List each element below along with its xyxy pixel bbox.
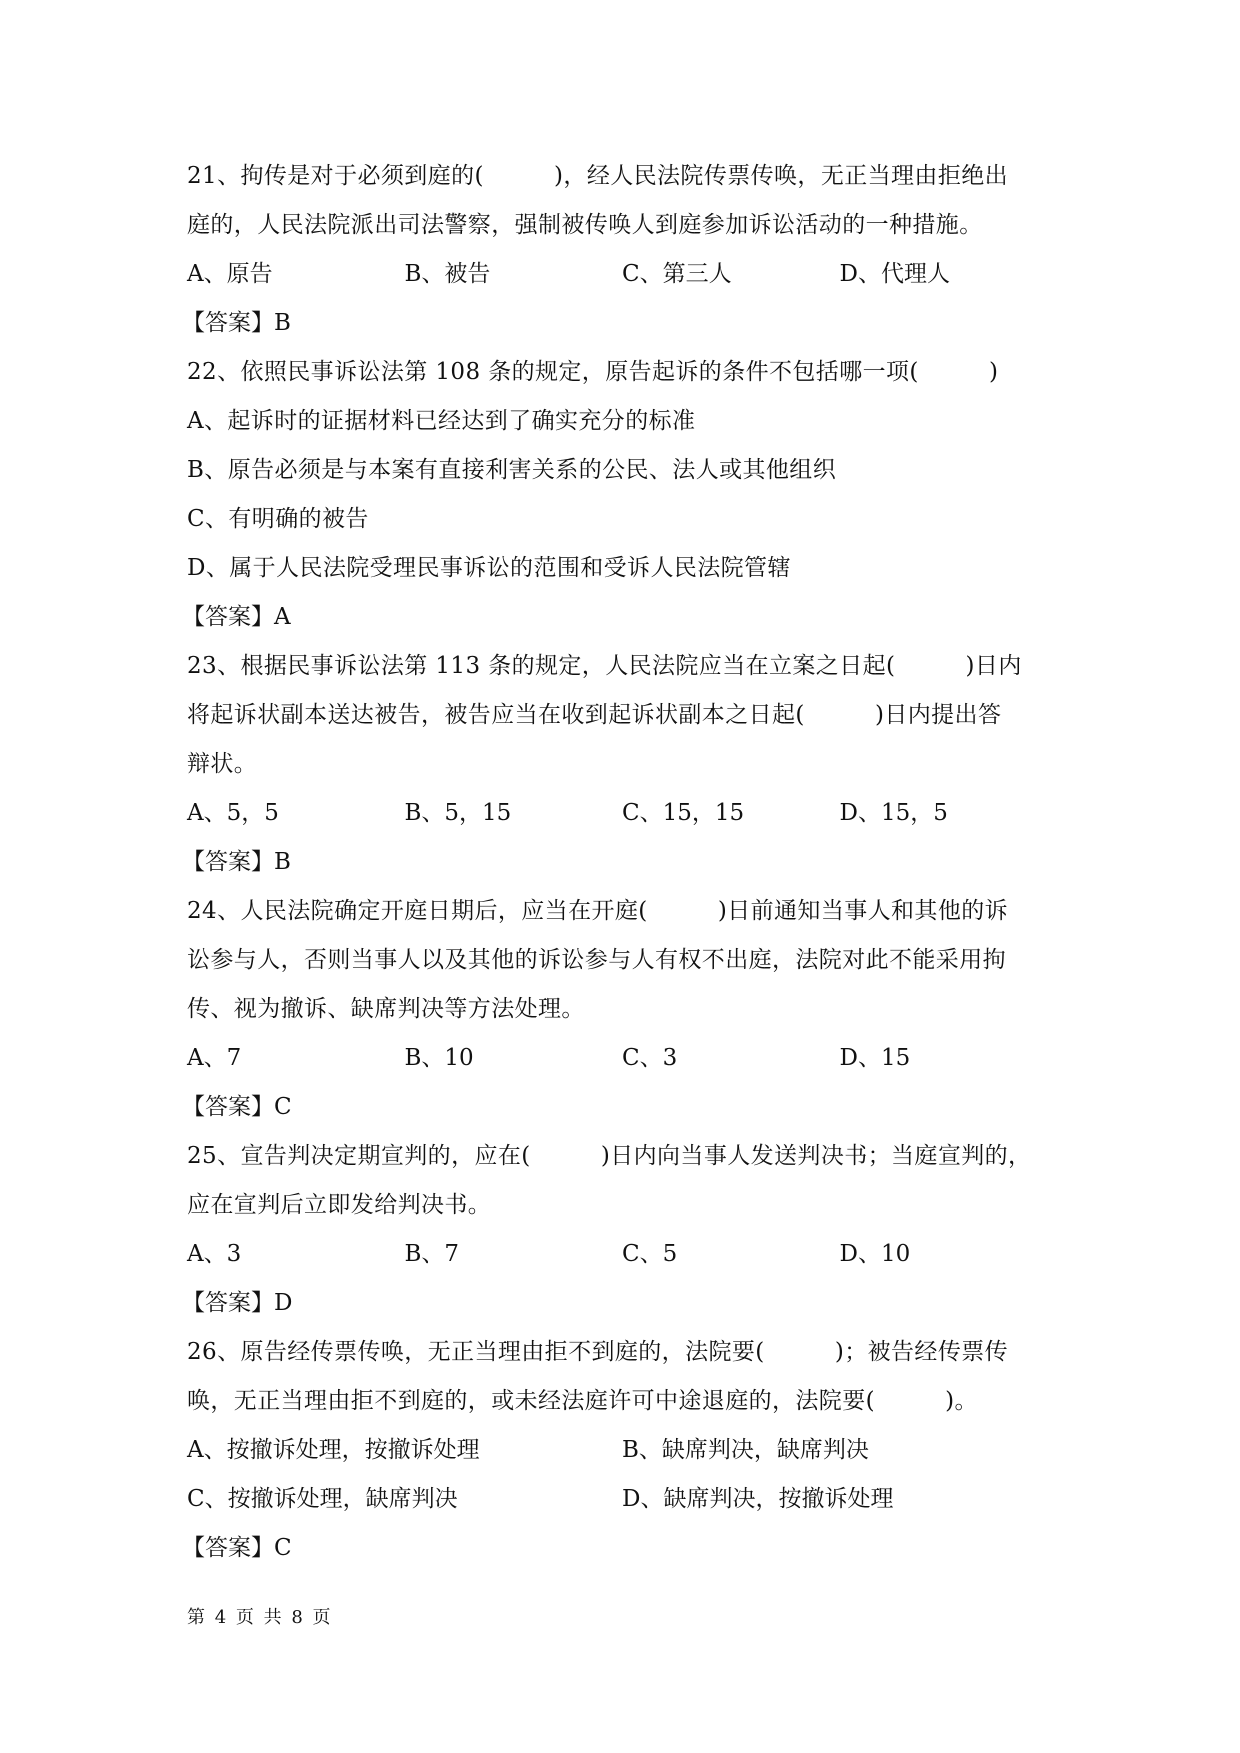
question-text-line: 将起诉状副本送达被告，被告应当在收到起诉状副本之日起( )日内提出答 xyxy=(187,702,1002,728)
option-b: B、7 xyxy=(404,1241,460,1267)
question-text-line: 26、原告经传票传唤，无正当理由拒不到庭的，法院要( )；被告经传票传 xyxy=(187,1339,1009,1365)
options-row xyxy=(187,789,1057,838)
question-text-line: 讼参与人，否则当事人以及其他的诉讼参与人有权不出庭，法院对此不能采用拘 xyxy=(187,947,1006,973)
question-25 xyxy=(182,1132,1057,1328)
question-text-line: 唤，无正当理由拒不到庭的，或未经法庭许可中途退庭的，法院要( )。 xyxy=(187,1388,978,1414)
question-24 xyxy=(182,887,1057,1132)
question-text-line: 23、根据民事诉讼法第 113 条的规定，人民法院应当在立案之日起( )日内 xyxy=(187,653,1022,679)
option-c: C、有明确的被告 xyxy=(187,506,369,532)
option-a: A、起诉时的证据材料已经达到了确实充分的标准 xyxy=(187,408,696,434)
question-text-line: 24、人民法院确定开庭日期后，应当在开庭( )日前通知当事人和其他的诉 xyxy=(187,898,1009,924)
option-a: A、按撤诉处理，按撤诉处理 xyxy=(187,1437,480,1463)
answer-line: 【答案】C xyxy=(182,1094,292,1120)
option-a: A、3 xyxy=(187,1241,242,1267)
option-c: C、15，15 xyxy=(622,800,745,826)
question-21 xyxy=(182,152,1057,348)
question-text-line: 辩状。 xyxy=(187,751,258,777)
options-row xyxy=(187,250,1057,299)
option-a: A、7 xyxy=(187,1045,242,1071)
option-c: C、5 xyxy=(622,1241,678,1267)
question-text-line: 应在宣判后立即发给判决书。 xyxy=(187,1192,492,1218)
options-row xyxy=(187,1426,1057,1475)
question-text-line: 22、依照民事诉讼法第 108 条的规定，原告起诉的条件不包括哪一项( ) xyxy=(187,359,999,385)
option-c: C、第三人 xyxy=(622,261,732,287)
option-b: B、缺席判决，缺席判决 xyxy=(622,1437,869,1463)
question-list xyxy=(182,152,1057,1573)
options-row xyxy=(187,1034,1057,1083)
option-d: D、15，5 xyxy=(839,800,948,826)
option-a: A、5，5 xyxy=(187,800,279,826)
option-d: D、属于人民法院受理民事诉讼的范围和受诉人民法院管辖 xyxy=(187,555,791,581)
answer-line: 【答案】C xyxy=(182,1535,292,1561)
answer-line: 【答案】B xyxy=(182,310,291,336)
question-22 xyxy=(182,348,1057,642)
option-b: B、原告必须是与本案有直接利害关系的公民、法人或其他组织 xyxy=(187,457,837,483)
options-row xyxy=(187,1475,1057,1524)
option-d: D、10 xyxy=(839,1241,911,1267)
option-d: D、15 xyxy=(839,1045,911,1071)
option-b: B、5，15 xyxy=(404,800,512,826)
question-26 xyxy=(182,1328,1057,1573)
options-row xyxy=(187,1230,1057,1279)
option-d: D、缺席判决，按撤诉处理 xyxy=(622,1486,894,1512)
question-text-line: 25、宣告判决定期宣判的，应在( )日内向当事人发送判决书；当庭宣判的， xyxy=(187,1143,1032,1169)
option-d: D、代理人 xyxy=(839,261,950,287)
question-23 xyxy=(182,642,1057,887)
answer-line: 【答案】A xyxy=(182,604,291,630)
question-text-line: 21、拘传是对于必须到庭的( )，经人民法院传票传唤，无正当理由拒绝出 xyxy=(187,163,1009,189)
option-b: B、被告 xyxy=(404,261,491,287)
question-text-line: 庭的，人民法院派出司法警察，强制被传唤人到庭参加诉讼活动的一种措施。 xyxy=(187,212,983,238)
option-a: A、原告 xyxy=(187,261,273,287)
question-text-line: 传、视为撤诉、缺席判决等方法处理。 xyxy=(187,996,585,1022)
page-number-footer: 第 4 页 共 8 页 xyxy=(187,1607,333,1628)
option-b: B、10 xyxy=(404,1045,474,1071)
option-c: C、3 xyxy=(622,1045,678,1071)
answer-line: 【答案】D xyxy=(182,1290,293,1316)
option-c: C、按撤诉处理，缺席判决 xyxy=(187,1486,458,1512)
answer-line: 【答案】B xyxy=(182,849,291,875)
